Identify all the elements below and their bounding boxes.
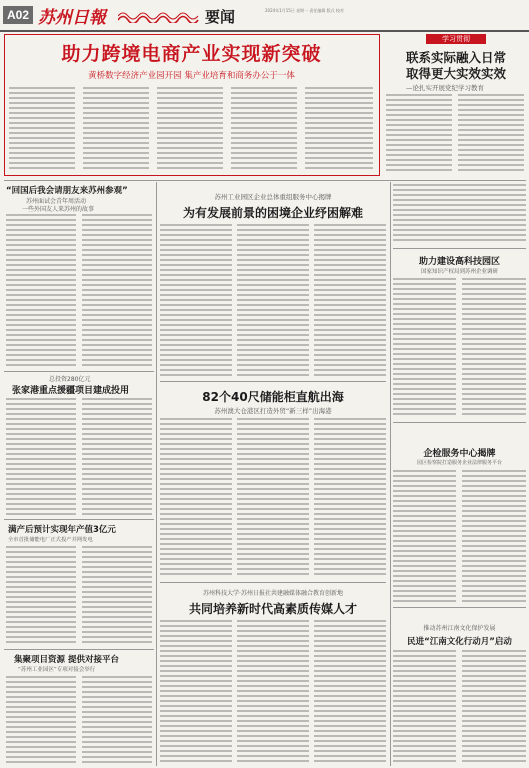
mid-article2-body-a: [160, 418, 232, 578]
right-article1-subtitle: 国家知识产权局到苏州企业调研: [420, 269, 498, 275]
right-article1-body-a: [393, 278, 456, 418]
mid-article2-body-c: [314, 418, 386, 578]
page-number: A02: [3, 6, 33, 24]
right-article2-title: 企检服务中心揭牌: [423, 449, 496, 459]
article2-body-a: [6, 398, 76, 516]
divider-horizontal-top: [4, 180, 526, 181]
left-divider-1: [4, 371, 154, 372]
left-divider-3: [4, 649, 154, 650]
commentary-body-a: [386, 94, 452, 174]
article4-body-b: [82, 676, 152, 764]
article4-body-a: [6, 676, 76, 764]
mid-divider-1: [160, 381, 386, 382]
right-article3-body-b: [462, 650, 526, 764]
article1-subtitle-2: 一些外国友人来苏州的故事: [22, 206, 95, 213]
lead-body-col-3: [157, 87, 223, 171]
article3-body-a: [6, 546, 76, 646]
paper-name: 苏州日報: [38, 8, 106, 28]
right-article3-kicker: 推动苏州江南文化保护发展: [423, 625, 496, 632]
mid-article1-body-b: [237, 224, 309, 378]
commentary-byline: —论扎实开展党纪学习教育: [406, 84, 484, 92]
lead-story: [4, 34, 380, 176]
commentary-box: [386, 34, 526, 176]
commentary-title-1: 联系实际融入日常: [405, 50, 506, 65]
right-top-body: [393, 184, 526, 244]
mid-article2-body-b: [237, 418, 309, 578]
article1-subtitle: 苏州面试会青年周活动: [26, 198, 87, 205]
commentary-title-2: 取得更大实效实效: [405, 66, 506, 81]
article3-subtitle: 全市首批储能电厂正式投产并网发电: [8, 537, 93, 543]
right-article2-subtitle: 园区检察院打造服务企业法律服务平台: [416, 460, 502, 466]
right-divider-0: [393, 248, 526, 249]
mid-article1-body-c: [314, 224, 386, 378]
mid-article3-kicker: 苏州科技大学·苏州日报社共建融媒体融合教育创新地: [203, 590, 343, 597]
right-article3-body-a: [393, 650, 456, 764]
right-article1-body-b: [462, 278, 526, 418]
middle-column: [160, 182, 386, 768]
article1-title: “回国后我会请朋友来苏州参观”: [6, 186, 128, 196]
lead-body-col-2: [83, 87, 149, 171]
right-article2-body-b: [462, 470, 526, 604]
mid-article1-body-a: [160, 224, 232, 378]
commentary-tag: 学习贯彻: [426, 34, 486, 44]
article2-title: 张家港重点援疆项目建成投用: [12, 386, 130, 396]
article4-subtitle: “苏州工业园区”专项对接会举行: [18, 667, 96, 673]
mid-article2-title: 82个40尺储能柜直航出海: [202, 390, 344, 404]
left-divider-2: [4, 519, 154, 520]
mid-article3-title: 共同培养新时代高素质传媒人才: [188, 602, 357, 616]
right-divider-1: [393, 422, 526, 423]
mid-article2-subtitle: 苏州澳大仓港区打造外贸“新三样”出海港: [214, 407, 332, 415]
article1-body-a: [6, 214, 76, 369]
left-column: [4, 182, 154, 768]
mid-article3-body-b: [237, 620, 309, 764]
masthead: [0, 0, 529, 32]
right-divider-2: [393, 607, 526, 608]
lead-body-col-4: [231, 87, 297, 171]
article3-title: 满产后预计实现年产值3亿元: [8, 525, 116, 535]
mid-divider-2: [160, 582, 386, 583]
commentary-body-b: [458, 94, 524, 174]
mid-article3-body-a: [160, 620, 232, 764]
divider-vertical-left: [156, 182, 157, 766]
mid-article1-kicker: 苏州工业园区企业总体重组服务中心揭牌: [214, 193, 332, 201]
right-article2-body-a: [393, 470, 456, 604]
article3-body-b: [82, 546, 152, 646]
article1-body-b: [82, 214, 152, 369]
lead-body-col-5: [305, 87, 373, 171]
right-lower-column: [393, 182, 526, 768]
mid-article1-title: 为有发展前景的困境企业纾困解难: [182, 206, 363, 220]
section-name: 要闻: [205, 8, 236, 26]
lead-subtitle: 黄桥数字经济产业园开园 集产业培育和商务办公于一体: [88, 71, 295, 81]
article2-body-b: [82, 398, 152, 516]
article4-title: 集聚项目资源 提供对接平台: [14, 655, 119, 665]
lead-body-col-1: [9, 87, 75, 171]
article2-kicker: 总投资280亿元: [49, 376, 91, 383]
lead-title: 助力跨境电商产业实现新突破: [61, 43, 322, 65]
right-article1-title: 助力建设高科技园区: [418, 257, 500, 267]
mid-article3-body-c: [314, 620, 386, 764]
wave-ornament: [118, 8, 200, 20]
divider-vertical-right: [390, 182, 391, 766]
masthead-info: 2024年1月15日 星期一 责任编辑 版式 校对: [265, 8, 344, 13]
right-article3-title: 民进“江南文化行动月”启动: [407, 637, 512, 647]
